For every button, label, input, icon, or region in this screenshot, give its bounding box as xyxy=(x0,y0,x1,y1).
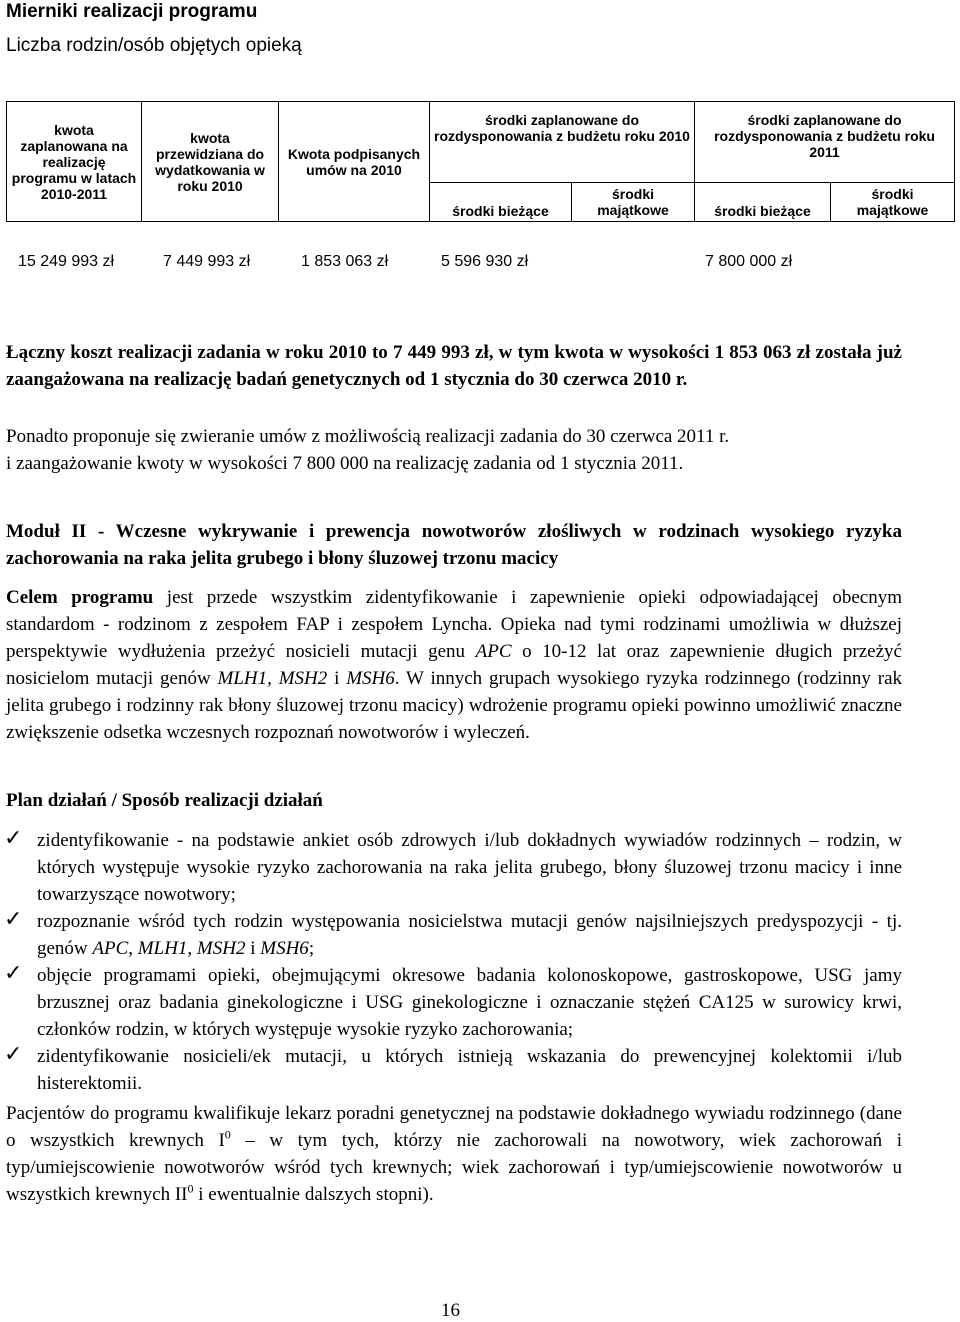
gene-apc: APC xyxy=(475,641,512,662)
header-current-2010: środki bieżące xyxy=(430,183,572,222)
plan-heading: Plan działań / Sposób realizacji działań xyxy=(6,790,323,811)
cost-line-2: Ponadto proponuje się zwieranie umów z możliwością realizacji zadania do 30 czerwca 2011 r. xyxy=(6,426,730,447)
header-current-2011: środki bieżące xyxy=(695,183,831,222)
header-group-2010: środki zaplanowane do rozdysponowania z budżetu roku 2010 xyxy=(430,102,695,183)
module-title: Moduł II - Wczesne wykrywanie i prewencja nowotworów złośliwych w rodzinach wysokiego ryzyka zachorowania na raka jelita grubego i błony śluzowej trzonu macicy xyxy=(6,521,902,569)
amount-total: 15 249 993 zł xyxy=(18,253,115,270)
patients-paragraph: Pacjentów do programu kwalifikuje lekarz poradni genetycznej na podstawie dokładnego wywiadu rodzinnego (dane o wszystkich krewnych $I^0$ – w tym tych, którzy nie zachorowali na nowotwory, wiek zachorowań i typ/umiejscowienie nowotworów wśród tych krewnych; wiek zachorowań i typ/umiejscowienie nowotworów u wszystkich krewnych $II^0$ i ewentualnie dalszych stopni). xyxy=(6,1103,902,1205)
checkmark-icon: ✓ xyxy=(4,961,23,986)
checkmark-icon: ✓ xyxy=(4,826,23,851)
header-capital-2011: środki majątkowe xyxy=(831,183,955,222)
page-number: 16 xyxy=(441,1300,460,1321)
amount-contracts-2010: 1 853 063 zł xyxy=(301,253,389,270)
amount-current-2010: 5 596 930 zł xyxy=(441,253,529,270)
goal-lead: Celem programu xyxy=(6,587,154,608)
header-total-planned: kwota zaplanowana na realizację programu w latach 2010-2011 xyxy=(7,102,142,222)
cost-line-3: i zaangażowanie kwoty w wysokości 7 800 000 na realizację zadania od 1 stycznia 2011. xyxy=(6,453,684,474)
header-planned-2010: kwota przewidziana do wydatkowania w roku 2010 xyxy=(142,102,279,222)
bullet-item-4: zidentyfikowanie nosicieli/ek mutacji, u których istnieją wskazania do prewencyjnej kolektomii i/lub histerektomii. xyxy=(37,1046,902,1094)
amount-current-2011: 7 800 000 zł xyxy=(705,253,793,270)
bullet-item-2: rozpoznanie wśród tych rodzin występowania nosicielstwa mutacji genów najsilniejszych predyspozycji - tj. genów APC, MLH1, MSH2 i MSH6; xyxy=(37,911,902,959)
cost-paragraph: Łączny koszt realizacji zadania w roku 2010 to 7 449 993 zł, w tym kwota w wysokości 1 853 063 zł została już zaangażowana na realizację badań genetycznych od 1 stycznia do 30 czerwca 2010 r. xyxy=(6,342,902,390)
checkmark-icon: ✓ xyxy=(4,907,23,932)
bullet-item-3: objęcie programami opieki, obejmującymi okresowe badania kolonoskopowe, gastroskopowe, USG jamy brzusznej oraz badania ginekologiczne i USG ginekologiczne i oznaczanie stężeń CA125 w surowicy krwi, członków rodzin, w których występuje wysokie ryzyko zachorowania; xyxy=(37,965,902,1040)
document-subheading: Liczba rodzin/osób objętych opieką xyxy=(6,35,302,56)
header-contracts-2010: Kwota podpisanych umów na 2010 xyxy=(279,102,430,222)
header-capital-2010: środki majątkowe xyxy=(572,183,695,222)
amount-planned-2010: 7 449 993 zł xyxy=(163,253,251,270)
goal-paragraph: Celem programu jest przede wszystkim zidentyfikowanie i zapewnienie opieki odpowiadającej obecnym standardom - rodzinom z zespołem FAP i zespołem Lyncha. Opieka nad tymi rodzinami umożliwia w dłuższej perspektywie wydłużenia przeżyć nosicieli mutacji genu APC o 10-12 lat oraz zapewnienie długich przeżyć nosicielom mutacji genów MLH1, MSH2 i MSH6. W innych grupach wysokiego ryzyka rodzinnego (rodzinny rak jelita grubego i rodzinny rak błony śluzowej trzonu macicy) wdrożenie programu opieki powinno umożliwić znaczne zwiększenie odsetka wczesnych rozpoznań nowotworów i wyleczeń. xyxy=(6,587,902,743)
checkmark-icon: ✓ xyxy=(4,1042,23,1067)
budget-table xyxy=(6,101,955,222)
gene-msh6: MSH6 xyxy=(346,668,395,689)
bullet-item-1: zidentyfikowanie - na podstawie ankiet osób zdrowych i/lub dokładnych wywiadów rodzinnych – rodzin, w których występuje wysokie ryzyko zachorowania na raka jelita grubego, błony śluzowej trzonu macicy i inne towarzyszące nowotwory; xyxy=(37,830,902,905)
genes-mlh1-msh2: MLH1, MSH2 xyxy=(217,668,328,689)
header-group-2011: środki zaplanowane do rozdysponowania z budżetu roku 2011 xyxy=(695,102,955,183)
document-heading: Mierniki realizacji programu xyxy=(6,1,258,22)
